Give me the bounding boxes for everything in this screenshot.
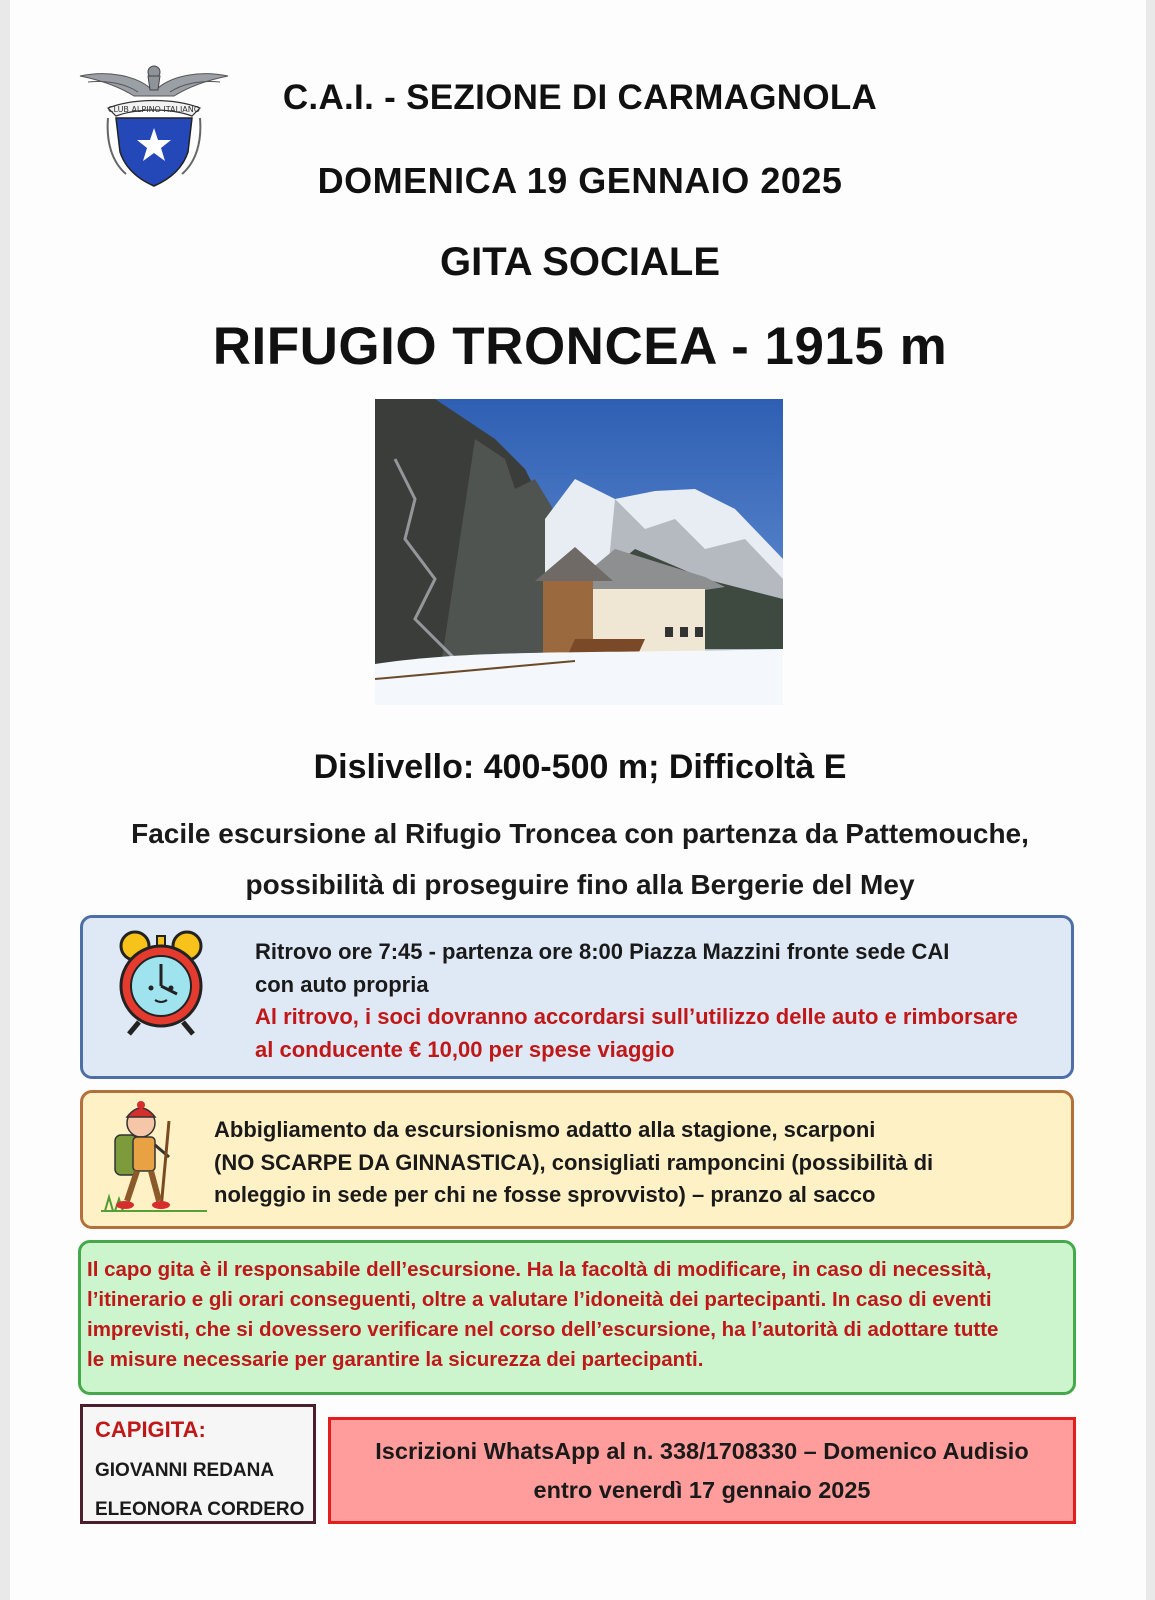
leaders-box [80,1404,316,1524]
disclaimer-line: Il capo gita è il responsabile dell’escursione. Ha la facoltà di modificare, in caso di necessità, [87,1258,992,1281]
hiker-icon [97,1101,207,1219]
description-line: possibilità di proseguire fino alla Bergerie del Mey [245,869,915,900]
disclaimer-text [87,1255,1067,1375]
organization-title: C.A.I. - SEZIONE DI CARMAGNOLA [282,78,878,117]
leaders-label: CAPIGITA: [95,1417,206,1442]
meeting-note: al conducente € 10,00 per spese viaggio [255,1036,675,1062]
meeting-line: Ritrovo ore 7:45 - partenza ore 8:00 Piazza Mazzini fronte sede CAI [255,939,950,964]
equipment-line: noleggio in sede per chi ne fosse sprovvisto) – pranzo al sacco [214,1182,876,1207]
destination-title: RIFUGIO TRONCEA - 1915 m [212,317,948,376]
disclaimer-line: imprevisti, che si dovessero verificare nel corso dell’escursione, ha l’autorità di adottare tutte [87,1318,999,1341]
description-line: Facile escursione al Rifugio Troncea con partenza da Pattemouche, [131,818,1029,849]
disclaimer-box [78,1240,1076,1395]
elevation-difficulty: Dislivello: 400-500 m; Difficoltà E [313,748,847,786]
leader-name: GIOVANNI REDANA [95,1460,275,1481]
equipment-line: Abbigliamento da escursionismo adatto alla stagione, scarponi [214,1117,876,1142]
meeting-note: Al ritrovo, i soci dovranno accordarsi sull’utilizzo delle auto e rimborsare [255,1004,1018,1029]
trip-description [60,808,1100,910]
meeting-info-box [80,915,1074,1079]
equipment-box [80,1090,1074,1229]
registration-line: entro venerdì 17 gennaio 2025 [533,1477,871,1503]
registration-box [328,1417,1076,1524]
meeting-line: con auto propria [255,971,429,997]
equipment-line: (NO SCARPE DA GINNASTICA), consigliati ramponcini (possibilità di [214,1149,934,1175]
registration-line: Iscrizioni WhatsApp al n. 338/1708330 – Domenico Audisio [375,1438,1029,1464]
alarm-clock-icon [113,924,209,1036]
equipment-text [214,1114,1054,1212]
leader-name: ELEONORA CORDERO [95,1499,305,1520]
event-date: DOMENICA 19 GENNAIO 2025 [317,160,843,201]
svg-text:CLUB ALPINO ITALIANO: CLUB ALPINO ITALIANO [107,105,201,114]
disclaimer-line: l’itinerario e gli orari conseguenti, oltre a valutare l’idoneità dei partecipanti. In caso di eventi [87,1288,992,1311]
event-type: GITA SOCIALE [440,240,720,284]
disclaimer-line: le misure necessarie per garantire la sicurezza dei partecipanti. [87,1348,704,1371]
rifugio-photo [375,399,783,705]
meeting-text [255,936,1055,1066]
